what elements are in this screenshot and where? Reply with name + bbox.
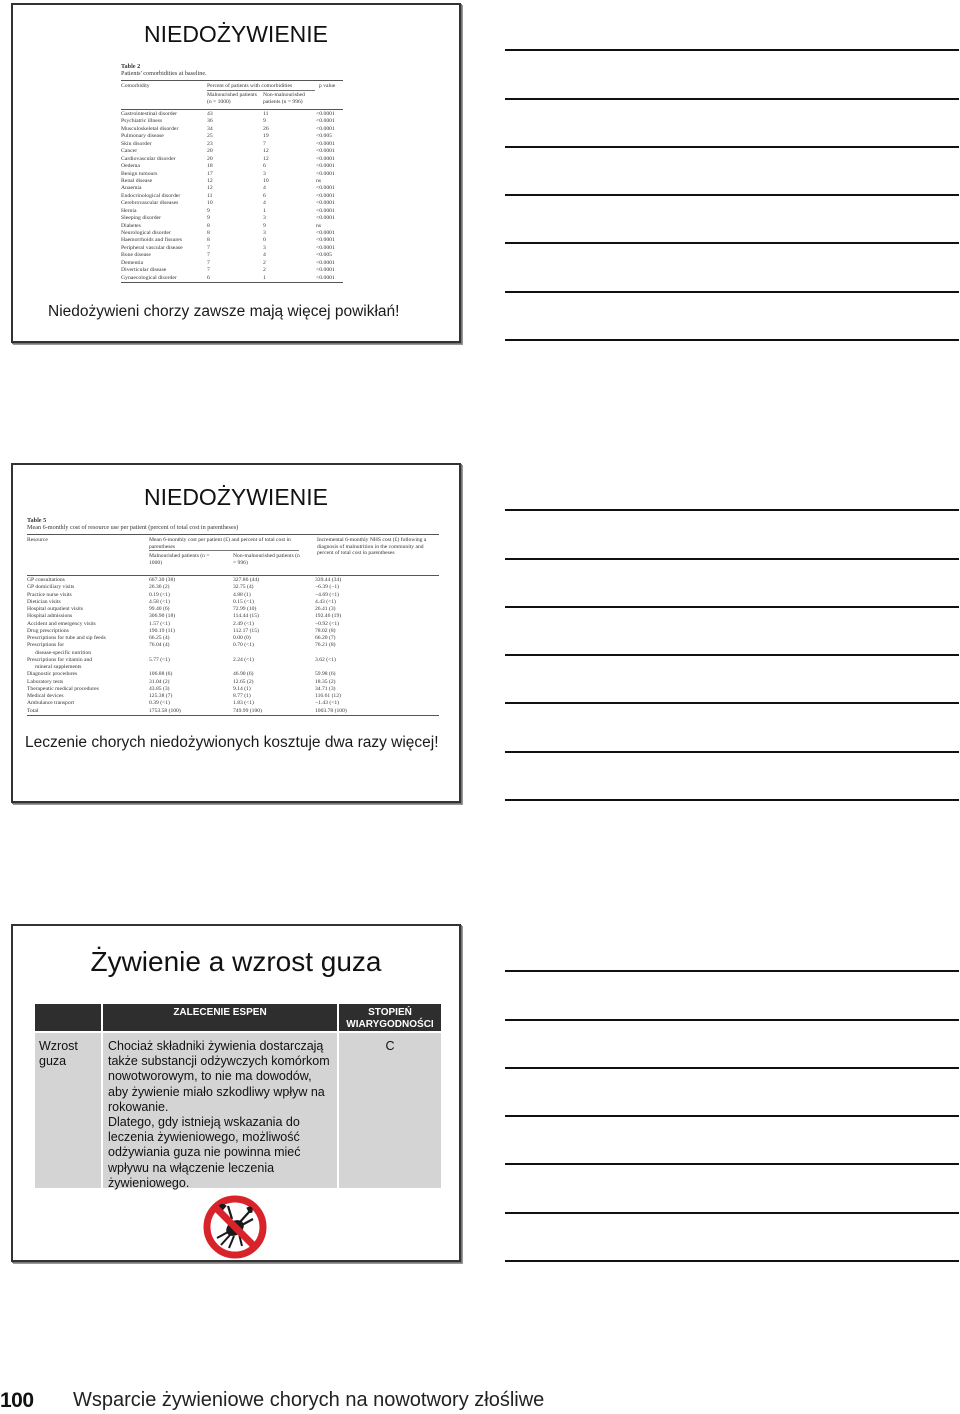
espen-table-header	[35, 1004, 441, 1031]
table-cell: 8	[207, 237, 210, 244]
table-cell: 1	[263, 274, 266, 281]
table-cell: 72.99 (10)	[233, 606, 257, 612]
table-cell: Diagnostic procedures	[27, 671, 78, 678]
table-row	[121, 193, 343, 200]
table-cell: Psychiatric illness	[121, 118, 163, 125]
table-cell: Prescriptions for tube and sip feeds	[27, 635, 106, 641]
table-row	[121, 148, 343, 155]
table-cell: 18.35 (2)	[315, 678, 336, 685]
table-cell: Medical devices	[27, 693, 64, 699]
table-row	[121, 275, 343, 282]
table-cell: 9.14 (1)	[233, 685, 251, 692]
recommendation-paragraph-2: Dlatego, gdy istnieją wskazania do leczenia żywieniowego, możliwość odżywiania guza nie powinna mieć wpływu na włączenie leczenia żywieniowego.	[108, 1115, 301, 1190]
table-cell: <0.0001	[316, 207, 335, 214]
table-cell: Therapeutic medical procedures	[27, 685, 99, 692]
table-cell: 9	[207, 215, 210, 222]
page-number: 100	[0, 1389, 34, 1412]
header-p-value: p value	[319, 83, 336, 89]
table-row	[27, 642, 439, 649]
table-header	[121, 80, 343, 110]
table-cell: Dietician visits	[27, 598, 61, 605]
table-cell: Total	[27, 707, 39, 714]
note-line	[505, 1067, 959, 1069]
slide-2-caption: Leczenie chorych niedożywionych kosztuje dwa razy więcej!	[25, 734, 439, 751]
table-cell: 34.71 (3)	[315, 685, 336, 692]
table-cell: 43	[207, 111, 213, 117]
table-cell: Sleeping disorder	[121, 215, 161, 222]
note-line	[505, 242, 959, 244]
table-row	[121, 223, 343, 230]
table-cell: 106.88 (6)	[149, 671, 173, 678]
table-cell: 6	[263, 192, 266, 199]
table-cell: 26	[263, 125, 269, 132]
table-cell: Gynaecological disorder	[121, 274, 177, 281]
table-cell: 7	[207, 267, 210, 274]
table-cell: 7	[263, 140, 266, 147]
note-line	[505, 49, 959, 51]
espen-table-row	[35, 1033, 441, 1188]
header-malnourished: Malnourished patients (n = 1000)	[149, 553, 210, 566]
table-row	[121, 208, 343, 215]
note-line	[505, 970, 959, 972]
table-cell: <0.0001	[316, 148, 335, 155]
table-cell: ns	[316, 222, 322, 229]
table-cell: <0.005	[316, 252, 333, 259]
table-row	[121, 133, 343, 140]
table-cell: Dementia	[121, 259, 144, 266]
table-cell: <0.0001	[316, 215, 335, 222]
table-cell: Diverticular disease	[121, 267, 167, 274]
table-cell: −0.92 (<1)	[315, 620, 340, 627]
table-cell: 12	[263, 148, 269, 155]
table-row	[121, 111, 343, 118]
note-line	[505, 558, 959, 560]
table-cell: 1.83 (<1)	[233, 700, 254, 707]
table-row	[27, 599, 439, 606]
table-cell: 12	[263, 155, 269, 162]
table-cell: 20	[207, 148, 213, 155]
note-line	[505, 654, 959, 656]
table-cell: 25	[207, 133, 213, 140]
table-row	[27, 686, 439, 693]
table-cell: Peripheral vascular disease	[121, 244, 183, 251]
note-line	[505, 194, 959, 196]
table-cell: <0.0001	[316, 125, 335, 132]
table-row	[121, 156, 343, 163]
table-cell: 99.40 (6)	[149, 606, 170, 612]
table-cell: 3	[263, 230, 266, 236]
table-cell: Endocrinological disorder	[121, 192, 181, 199]
notes-area-3	[505, 921, 959, 1266]
table-cell: <0.0001	[316, 244, 335, 251]
table-cell: 2.24 (<1)	[233, 656, 254, 663]
table-cell: Oedema	[121, 163, 140, 170]
table-cell: <0.005	[316, 133, 333, 140]
header-incremental-cost: Incremental 6-monthly NHS cost (£) following a diagnosis of malnutrition in the community and percent of total cost in parentheses	[317, 537, 427, 557]
table-cell: 2	[263, 267, 266, 274]
table-cell: 9	[207, 207, 210, 214]
table-cell: <0.0001	[316, 200, 335, 207]
table-cell: 10	[263, 177, 269, 184]
note-line	[505, 1019, 959, 1021]
table-cell: 26.41 (3)	[315, 606, 336, 612]
table-cell	[317, 650, 439, 657]
note-line	[505, 339, 959, 341]
table-cell: 20	[207, 155, 213, 162]
book-title: Wsparcie żywieniowe chorych na nowotwory złośliwe	[73, 1389, 545, 1411]
table-row	[121, 178, 343, 185]
table-cell: Cerebrovascular diseases	[121, 200, 179, 207]
header-grade: STOPIEŃ WIARYGODNOŚCI	[346, 1007, 434, 1030]
table-cell: 4	[263, 185, 266, 192]
table-cell: 190.19 (11)	[149, 627, 175, 634]
header-comorbidity: Comorbidity	[121, 83, 150, 89]
table-row	[27, 628, 439, 635]
table-cell: Accident and emergency visits	[27, 620, 96, 627]
table-body	[121, 110, 343, 283]
table-cell: 4.43 (<1)	[315, 598, 336, 605]
note-line	[505, 98, 959, 100]
slide-3	[11, 924, 461, 1262]
table-row	[121, 185, 343, 192]
table-cell: 66.25 (4)	[149, 635, 170, 641]
note-line	[505, 291, 959, 293]
note-line	[505, 702, 959, 704]
table-cell: 10	[207, 200, 213, 207]
table-row	[27, 671, 439, 678]
table-row	[121, 126, 343, 133]
table-cell: 6	[207, 274, 210, 281]
table-cell: 12	[207, 177, 213, 184]
table-cell: Prescriptions for	[27, 642, 65, 649]
table-cell: Prescriptions for vitamin and	[27, 656, 93, 663]
table-cell: Neurological disorder	[121, 230, 171, 236]
table-cell: 32.75 (4)	[233, 584, 254, 591]
table-row	[121, 118, 343, 125]
note-line	[505, 509, 959, 511]
table-cell: −6.39 (−1)	[315, 584, 340, 591]
table-cell: 76.21 (8)	[315, 642, 336, 649]
table-cell: 1.57 (<1)	[149, 620, 170, 627]
slide-1	[11, 3, 461, 343]
table-row	[27, 679, 439, 686]
header-mean-cost: Mean 6-monthly cost per patient (£) and percent of total cost in parentheses	[149, 537, 299, 551]
table-cell: 59.98 (6)	[315, 671, 336, 678]
table-cell: 1753.58 (100)	[149, 707, 181, 714]
table-cell: GP consultations	[27, 577, 65, 583]
table-cell: Bone disease	[121, 252, 151, 259]
notes-area-2	[505, 460, 959, 805]
table-cell: 0.19 (<1)	[149, 591, 170, 598]
table-cell: 19	[263, 133, 269, 140]
table-cell: 34	[207, 125, 213, 132]
slide-2-title: NIEDOŻYWIENIE	[143, 484, 328, 510]
table-cell	[237, 650, 317, 657]
table-cell: GP domiciliary visits	[27, 584, 75, 591]
table-cell: 4.88 (1)	[233, 591, 251, 598]
table-cell: Skin disorder	[121, 140, 152, 147]
table-cell: Musculoskeletal disorder	[121, 125, 179, 132]
table-cell: 7	[207, 259, 210, 266]
table-cell: <0.0001	[316, 192, 335, 199]
note-line	[505, 799, 959, 801]
table-cell: Pulmonary disease	[121, 133, 164, 140]
table-label: Table 2	[121, 63, 141, 70]
table-cell: 4.58 (<1)	[149, 598, 170, 605]
table-cell: 9	[263, 118, 266, 125]
table-cell: 0.70 (<1)	[233, 642, 254, 649]
header-non-malnourished: Non-malnourished patients (n = 996)	[233, 553, 300, 566]
table-cell: 7	[207, 252, 210, 259]
table-row	[121, 267, 343, 274]
table-cell: 17	[207, 170, 213, 177]
notes-area-1	[505, 0, 959, 345]
slide-2	[11, 463, 461, 803]
table-row	[121, 171, 343, 178]
table-cell: 31.04 (2)	[149, 678, 170, 685]
table-cell: 749.99 (100)	[233, 707, 262, 714]
table-cell: 4	[263, 252, 266, 259]
table-cell: disease-specific nutrition	[35, 649, 92, 656]
table-cell: Gastrointestinal disorder	[121, 111, 178, 117]
table-cell: 112.17 (15)	[233, 627, 259, 634]
table-row	[27, 592, 439, 599]
table-cell: Cancer	[121, 148, 138, 155]
table-cell: 36	[207, 118, 213, 125]
note-line	[505, 1163, 959, 1165]
table-cell: 2.49 (<1)	[233, 620, 254, 627]
table-row	[121, 215, 343, 222]
table-cell: 116.61 (12)	[315, 693, 341, 699]
table-header	[27, 534, 439, 576]
table-cell: Hospital admissions	[27, 613, 73, 620]
table-cell: Practice nurse visits	[27, 591, 72, 598]
table-cell: 114.44 (15)	[233, 613, 259, 620]
table-row	[27, 708, 439, 715]
table-cell: 5.77 (<1)	[149, 656, 170, 663]
table-cell: Laboratory tests	[27, 678, 64, 685]
table-cell: 4	[263, 200, 266, 207]
table-cell: 8	[207, 230, 210, 236]
table-cell: Benign tumours	[121, 170, 158, 177]
table-cell: 0.00 (0)	[233, 635, 251, 641]
header-recommendation: ZALECENIE ESPEN	[173, 1007, 267, 1018]
table-cell: 3	[263, 170, 266, 177]
header-resource: Resource	[27, 537, 48, 543]
table-cell: 43.85 (3)	[149, 685, 170, 692]
grade-value: C	[385, 1039, 395, 1053]
table-cell: Hernia	[121, 207, 137, 214]
table-cell: 1	[263, 207, 266, 214]
table-cell: 125.38 (7)	[149, 693, 173, 699]
recommendation-text	[103, 1033, 337, 1188]
table-cell: 0.39 (<1)	[149, 700, 170, 707]
table-cell: <0.0001	[316, 237, 335, 244]
table-cell: 76.04 (4)	[149, 642, 170, 649]
table-row	[27, 657, 439, 664]
table-cell: Hospital outpatient visits	[27, 606, 83, 612]
table-cell: 2	[263, 259, 266, 266]
table-cell: 8.77 (1)	[233, 693, 251, 699]
table-cell: Renal disease	[121, 177, 153, 184]
table-label: Table 5	[27, 517, 47, 524]
table-cell: <0.0001	[316, 267, 335, 274]
table-cell: −4.69 (<1)	[315, 591, 340, 598]
table-row	[121, 260, 343, 267]
table-cell: 0.15 (<1)	[233, 598, 254, 605]
table-cell: 11	[207, 192, 213, 199]
table-cell: 18	[207, 163, 213, 170]
recommendation-paragraph-1: Chociaż składniki żywienia dostarczają także substancji odżywczych komórkom nowotworowym, to nie ma dowodów, aby żywienie miało szkodliwy wpływ na rokowanie.	[108, 1039, 330, 1114]
table-row	[121, 141, 343, 148]
table-row	[121, 252, 343, 259]
table-cell: 6	[263, 163, 266, 170]
table-cell: 3	[263, 215, 266, 222]
table-cell: 66.20 (7)	[315, 635, 336, 641]
cost-table	[27, 517, 439, 716]
table-row	[121, 237, 343, 244]
slide-3-title: Żywienie a wzrost guza	[90, 946, 382, 977]
table-cell: 3.62 (<1)	[315, 656, 336, 663]
table-cell: Ambulance transport	[27, 700, 75, 707]
table-cell: <0.0001	[316, 163, 335, 170]
table-cell: <0.0001	[316, 111, 335, 117]
table-cell: 667.30 (38)	[149, 577, 176, 583]
table-cell: 9	[263, 222, 266, 229]
note-line	[505, 751, 959, 753]
table-row	[27, 700, 439, 707]
table-cell: 192.46 (19)	[315, 613, 342, 620]
table-cell: 0	[263, 237, 266, 244]
table-body	[27, 576, 439, 716]
table-cell: 306.90 (18)	[149, 613, 176, 620]
no-crab-icon	[202, 1194, 268, 1260]
table-cell: −1.43 (<1)	[315, 700, 340, 707]
table-cell: 78.02 (8)	[315, 627, 336, 634]
table-cell: 26.36 (2)	[149, 584, 170, 591]
table-row	[27, 650, 439, 657]
table-cell: <0.0001	[316, 185, 335, 192]
table-cell: mineral supplements	[35, 664, 82, 670]
comorbidity-table	[121, 63, 343, 283]
table-cell: Drug prescriptions	[27, 627, 69, 634]
table-cell: 12.65 (2)	[233, 678, 254, 685]
table-cell: 7	[207, 244, 210, 251]
table-cell	[155, 650, 237, 657]
table-cell: <0.0001	[316, 118, 335, 125]
note-line	[505, 146, 959, 148]
table-row	[27, 613, 439, 620]
table-cell: 46.90 (6)	[233, 671, 254, 678]
table-cell: <0.0001	[316, 230, 335, 236]
table-cell: <0.0001	[316, 170, 335, 177]
table-caption: Patients' comorbidities at baseline.	[121, 70, 207, 77]
table-cell: 23	[207, 140, 213, 147]
table-row	[121, 163, 343, 170]
slide-1-title: NIEDOŻYWIENIE	[143, 21, 328, 47]
table-cell: <0.0001	[316, 140, 335, 147]
note-line	[505, 1212, 959, 1214]
table-cell: Haemorrhoids and fissures	[121, 237, 182, 244]
table-cell: 12	[207, 185, 213, 192]
header-non-malnourished: Non-malnourished patients (n = 996)	[263, 92, 305, 105]
table-cell: <0.0001	[316, 155, 335, 162]
table-row	[121, 200, 343, 207]
table-cell: 1003.78 (100)	[315, 707, 347, 714]
table-cell: <0.0001	[316, 274, 335, 281]
row-label: Wzrost guza	[39, 1039, 78, 1068]
slide-1-caption: Niedożywieni chorzy zawsze mają więcej powikłań!	[48, 303, 400, 320]
table-row	[27, 621, 439, 628]
table-row	[121, 245, 343, 252]
header-malnourished: Malnourished patients (n = 1000)	[207, 92, 257, 105]
table-row	[27, 584, 439, 591]
header-percent: Percent of patients with comorbidities	[207, 83, 315, 91]
table-cell: 339.44 (34)	[315, 577, 342, 583]
table-cell: 327.86 (44)	[233, 577, 260, 583]
table-cell: <0.0001	[316, 259, 335, 266]
header-empty	[35, 1004, 101, 1031]
table-cell: Diabetes	[121, 222, 141, 229]
note-line	[505, 606, 959, 608]
table-cell: Cardiovascular disorder	[121, 155, 176, 162]
table-cell: 3	[263, 244, 266, 251]
table-caption: Mean 6-monthly cost of resource use per patient (percent of total cost in parentheses)	[27, 524, 239, 531]
table-cell: ns	[316, 177, 322, 184]
table-cell: 11	[263, 111, 269, 117]
table-cell: Anaemia	[121, 185, 142, 192]
espen-table	[35, 1004, 441, 1188]
note-line	[505, 1260, 959, 1262]
note-line	[505, 1115, 959, 1117]
table-cell: 8	[207, 222, 210, 229]
